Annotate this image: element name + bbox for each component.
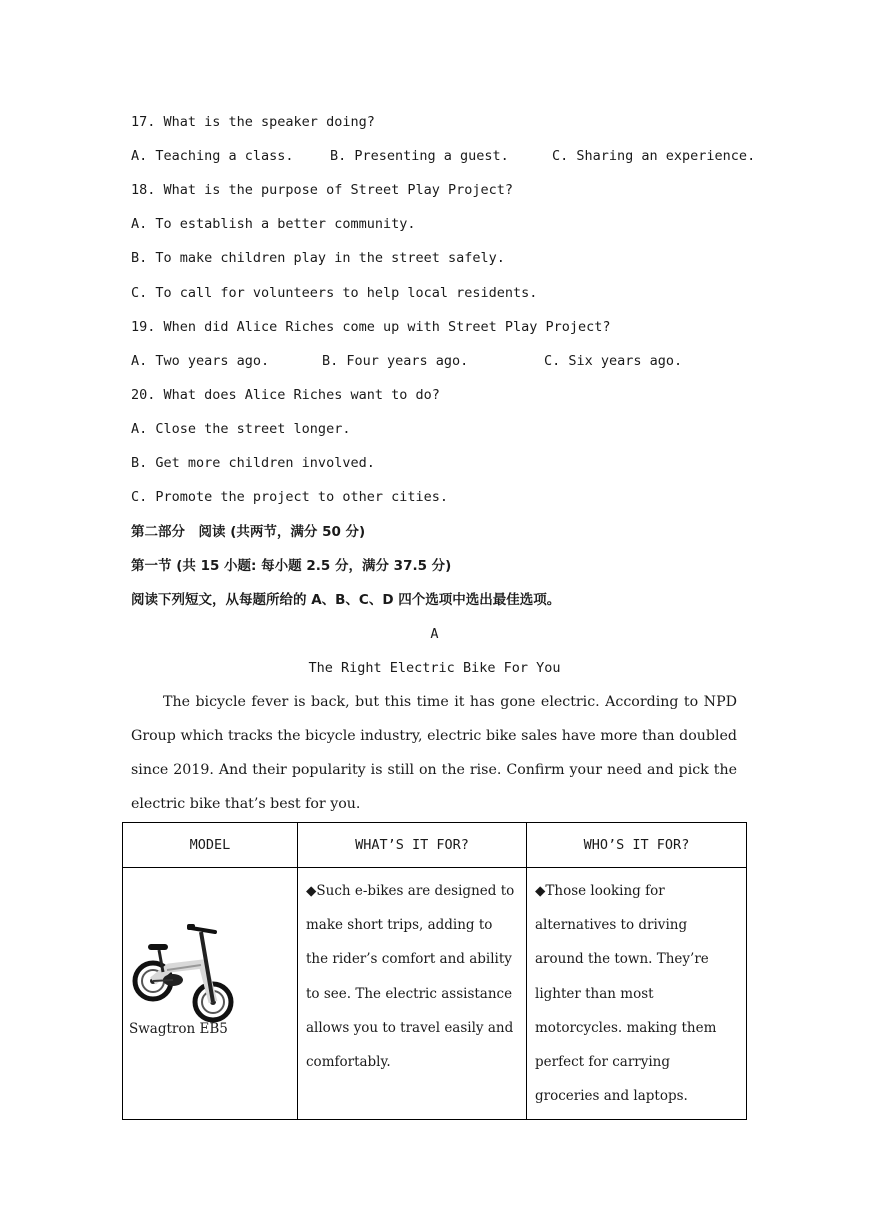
q19-option-b: B. Four years ago. (322, 353, 469, 369)
q20-option-c: C. Promote the project to other cities. (131, 489, 448, 505)
q17-option-b: B. Presenting a guest. (330, 148, 509, 164)
q17-option-c: C. Sharing an experience. (552, 148, 756, 164)
passage-title: The Right Electric Bike For You (308, 660, 561, 676)
header-what: WHAT’S IT FOR? (298, 823, 527, 868)
bike-table (122, 822, 747, 1120)
header-who: WHO’S IT FOR? (527, 823, 747, 868)
what-cell: ◆Such e-bikes are designed to make short trips, adding to the rider’s comfort and ability to see. The electric assistance allows you to travel easily and comfortably. (298, 868, 527, 1120)
question-20: 20. What does Alice Riches want to do? (131, 387, 440, 403)
who-cell: ◆Those looking for alternatives to driving around the town. They’re lighter than most motorcycles. making them perfect for carrying groceries and laptops. (527, 868, 747, 1120)
section-one-heading: 第一节 (共 15 小题: 每小题 2.5 分，满分 37.5 分) (131, 558, 452, 574)
q19-option-a: A. Two years ago. (131, 353, 270, 369)
q17-option-a: A. Teaching a class. (131, 148, 294, 164)
q19-option-c: C. Six years ago. (544, 353, 683, 369)
passage-intro: The bicycle fever is back, but this time it has gone electric. According to NPD Group which tracks the bicycle industry, electric bike sales have more than doubled since 2019. And their popularity is still on the rise. Confirm your need and pick the electric bike that’s best for you. (131, 694, 737, 812)
question-19: 19. When did Alice Riches come up with Street Play Project? (131, 319, 611, 335)
model-cell (123, 868, 298, 1120)
q20-option-a: A. Close the street longer. (131, 421, 351, 437)
q20-option-b: B. Get more children involved. (131, 455, 375, 471)
part-two-heading: 第二部分 阅读 (共两节，满分 50 分) (131, 524, 366, 540)
model-name: Swagtron EB5 (129, 1021, 228, 1037)
q18-option-b: B. To make children play in the street safely. (131, 250, 505, 266)
header-model: MODEL (123, 823, 298, 868)
table-header-row (123, 823, 747, 868)
question-18: 18. What is the purpose of Street Play Project? (131, 182, 514, 198)
question-17: 17. What is the speaker doing? (131, 114, 375, 130)
q18-option-c: C. To call for volunteers to help local residents. (131, 285, 538, 301)
table-row (123, 868, 747, 1120)
passage-letter: A (430, 626, 439, 642)
reading-instruction: 阅读下列短文，从每题所给的 A、B、C、D 四个选项中选出最佳选项。 (131, 592, 561, 608)
q18-option-a: A. To establish a better community. (131, 216, 416, 232)
